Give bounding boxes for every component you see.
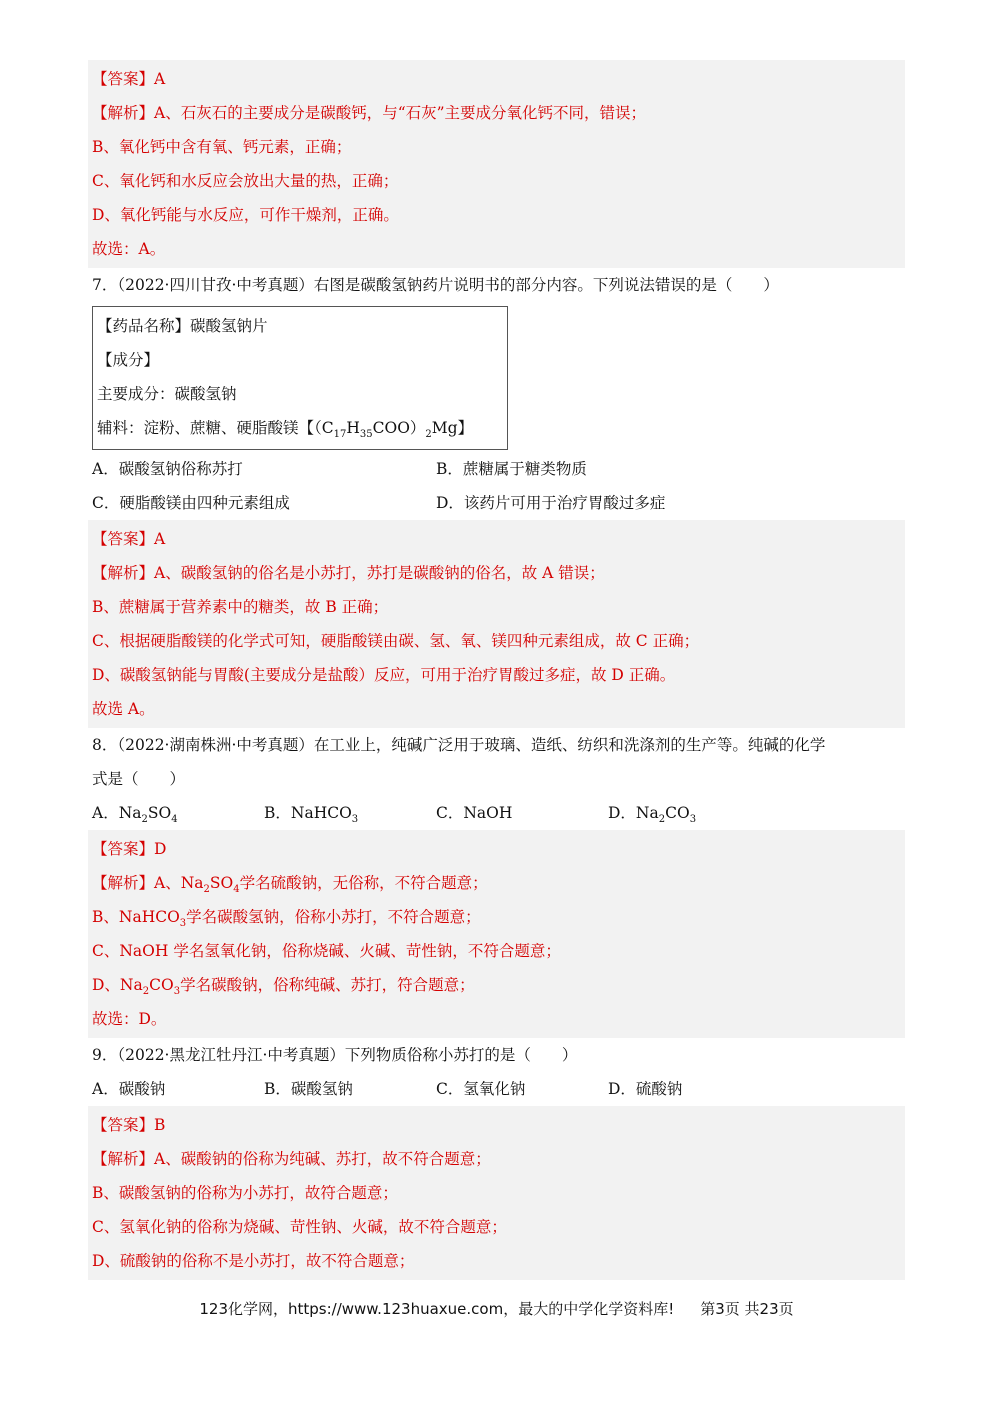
analysis-line: D、硫酸钠的俗称不是小苏打，故不符合题意；: [92, 1252, 415, 1270]
question-8: [88, 728, 905, 830]
question-stem: 8．（2022·湖南株洲·中考真题）在工业上，纯碱广泛用于玻璃、造纸、纺织和洗涤剂的生产等。纯碱的化学: [92, 736, 826, 754]
option-c: C．氢氧化钠: [436, 1080, 526, 1098]
answer-label: 【答案】B: [92, 1116, 166, 1134]
component-heading: 【成分】: [97, 351, 160, 369]
question-stem: 9．（2022·黑龙江牡丹江·中考真题）下列物质俗称小苏打的是（ ）: [92, 1046, 578, 1064]
question-stem: 7．（2022·四川甘孜·中考真题）右图是碳酸氢钠药片说明书的部分内容。下列说法错误的是（ ）: [92, 276, 779, 294]
analysis-line: B、蔗糖属于营养素中的糖类，故 B 正确；: [92, 598, 389, 616]
options-row: [92, 452, 905, 486]
analysis-line: 【解析】A、$Na_2SO_4$学名硫酸钠，无俗称，不符合题意；: [92, 874, 488, 895]
analysis-line: D、$Na_2CO_3$学名碳酸钠，俗称纯碱、苏打，符合题意；: [92, 976, 475, 997]
answer-label: 【答案】D: [92, 840, 167, 858]
option-d: D．$Na_2CO_3$: [608, 804, 697, 825]
option-c: C．硬脂酸镁由四种元素组成: [92, 494, 290, 512]
analysis-line: 故选：A。: [92, 240, 166, 258]
medicine-label-box: [92, 306, 508, 450]
answer-block-q6: [88, 60, 905, 268]
analysis-line: B、碳酸氢钠的俗称为小苏打，故符合题意；: [92, 1184, 398, 1202]
footer-site-text: 123化学网，https://www.123huaxue.com，最大的中学化学资料库!: [199, 1300, 675, 1318]
option-c: C．NaOH: [436, 804, 513, 822]
answer-label: 【答案】A: [92, 70, 166, 88]
question-7: [88, 268, 905, 520]
analysis-line: B、氧化钙中含有氧、钙元素，正确；: [92, 138, 352, 156]
options-row: [92, 1072, 905, 1106]
options-row: [92, 796, 905, 830]
analysis-line: 【解析】A、碳酸氢钠的俗名是小苏打，苏打是碳酸钠的俗名，故 A 错误；: [92, 564, 605, 582]
medicine-name: 【药品名称】碳酸氢钠片: [97, 317, 268, 335]
option-a: A．碳酸氢钠俗称苏打: [92, 460, 243, 478]
main-component: 主要成分：碳酸氢钠: [97, 385, 237, 403]
analysis-line: 【解析】A、碳酸钠的俗称为纯碱、苏打，故不符合题意；: [92, 1150, 491, 1168]
options-row: [92, 486, 905, 520]
option-b: B．NaHCO$_3$: [264, 804, 359, 825]
analysis-line: 故选：D。: [92, 1010, 167, 1028]
option-a: A．碳酸钠: [92, 1080, 166, 1098]
document-page: [88, 60, 905, 1280]
answer-block-q7: [88, 520, 905, 728]
answer-block-q8: [88, 830, 905, 1038]
analysis-line: C、氢氧化钠的俗称为烧碱、苛性钠、火碱，故不符合题意；: [92, 1218, 507, 1236]
analysis-line: C、NaOH 学名氢氧化钠，俗称烧碱、火碱、苛性钠，不符合题意；: [92, 942, 561, 960]
option-b: B．碳酸氢钠: [264, 1080, 353, 1098]
analysis-line: B、NaHCO$_3$学名碳酸氢钠，俗称小苏打，不符合题意；: [92, 908, 481, 929]
answer-label: 【答案】A: [92, 530, 166, 548]
analysis-line: C、根据硬脂酸镁的化学式可知，硬脂酸镁由碳、氢、氧、镁四种元素组成，故 C 正确；: [92, 632, 700, 650]
analysis-line: D、碳酸氢钠能与胃酸(主要成分是盐酸）反应，可用于治疗胃酸过多症，故 D 正确。: [92, 666, 676, 684]
option-d: D．该药片可用于治疗胃酸过多症: [436, 494, 666, 512]
option-a: A．$Na_2SO_4$: [92, 804, 178, 825]
answer-block-q9: [88, 1106, 905, 1280]
question-9: [88, 1038, 905, 1106]
option-b: B．蔗糖属于糖类物质: [436, 460, 587, 478]
question-stem: 式是（ ）: [92, 770, 186, 788]
footer-page-number: 第3页 共23页: [700, 1300, 794, 1318]
auxiliary-component: 辅料：淀粉、蔗糖、硬脂酸镁【$(C_{17}H_{35}COO)_2Mg$】: [97, 419, 474, 440]
analysis-line: C、氧化钙和水反应会放出大量的热，正确；: [92, 172, 399, 190]
option-d: D．硫酸钠: [608, 1080, 683, 1098]
analysis-line: 【解析】A、石灰石的主要成分是碳酸钙，与“石灰”主要成分氧化钙不同，错误；: [92, 104, 647, 122]
analysis-line: 故选 A。: [92, 700, 155, 718]
page-footer: [0, 1298, 993, 1319]
analysis-line: D、氧化钙能与水反应，可作干燥剂，正确。: [92, 206, 399, 224]
